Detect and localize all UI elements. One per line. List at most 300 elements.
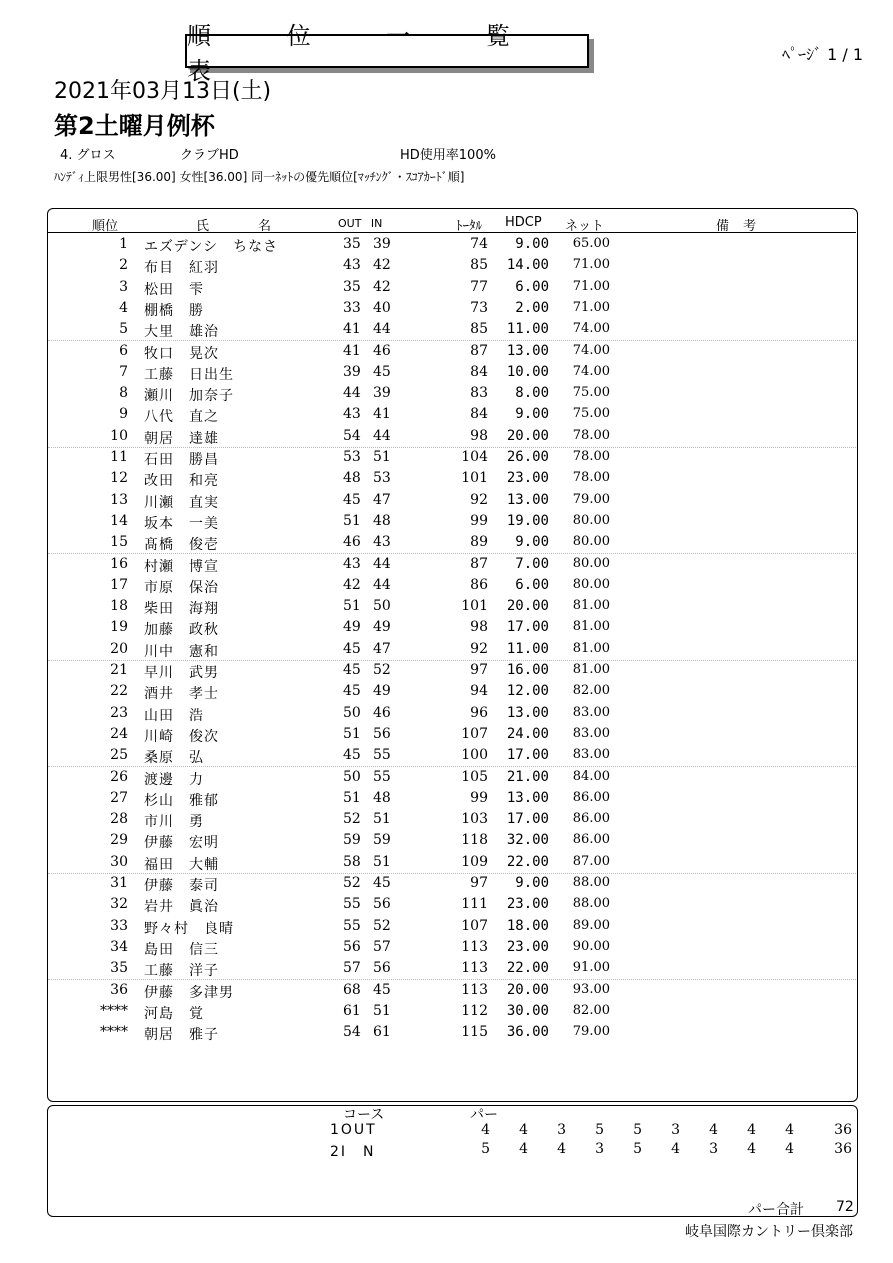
net-score-cell: 75.00 [572, 385, 610, 401]
half-par-total: 36 [834, 1122, 852, 1138]
result-row [48, 916, 856, 937]
hole-par: 4 [785, 1122, 794, 1138]
net-score-cell: 86.00 [572, 789, 610, 805]
out-score-cell: 35 [343, 278, 361, 295]
total-score-cell: 113 [461, 960, 488, 977]
hdcp-cell: 32.00 [506, 832, 549, 849]
name-cell: 村瀬 博宣 [144, 558, 219, 575]
in-score-cell: 52 [373, 662, 391, 678]
net-score-cell: 80.00 [572, 534, 610, 550]
net-score-cell: 83.00 [572, 747, 610, 763]
total-score-cell: 111 [461, 896, 488, 913]
hole-par: 5 [633, 1141, 642, 1157]
total-score-cell: 96 [470, 704, 488, 721]
page-number: ﾍﾟｰｼﾞ 1 / 1 [781, 45, 863, 64]
result-row [48, 681, 856, 702]
out-score-cell: 54 [343, 427, 361, 444]
total-score-cell: 89 [470, 534, 488, 551]
in-score-cell: 45 [373, 363, 391, 380]
hdcp-cell: 20.00 [506, 427, 549, 444]
in-score-cell: 44 [373, 321, 391, 338]
rank-cell: 1 [119, 236, 128, 252]
out-score-cell: 33 [343, 299, 361, 316]
hdcp-cell: 18.00 [506, 917, 549, 934]
total-score-cell: 101 [461, 598, 488, 615]
name-cell: 坂本 一美 [144, 515, 219, 532]
out-score-cell: 51 [343, 512, 361, 529]
col-name-1: 氏 [196, 219, 210, 234]
club-name: 岐阜国際カントリー倶楽部 [685, 1224, 853, 1240]
hdcp-cell: 13.00 [506, 789, 549, 806]
hole-par: 4 [671, 1141, 680, 1157]
net-score-cell: 91.00 [572, 960, 610, 976]
rank-cell: 19 [110, 619, 128, 636]
result-row [48, 660, 856, 681]
name-cell: 河島 覚 [144, 1005, 204, 1022]
out-score-cell: 51 [343, 598, 361, 615]
hole-par: 5 [595, 1122, 604, 1138]
out-score-cell: 43 [343, 406, 361, 423]
result-row [48, 234, 856, 255]
total-score-cell: 74 [470, 236, 488, 252]
total-score-cell: 99 [470, 789, 488, 806]
name-cell: 野々村 良晴 [144, 920, 234, 937]
hole-par: 5 [633, 1122, 642, 1138]
rank-cell: 23 [110, 704, 128, 721]
hdcp-cell: 11.00 [506, 640, 549, 657]
out-score-cell: 48 [343, 470, 361, 487]
hdcp-cell: 6.00 [515, 278, 549, 295]
hd-rate-label: HD使用率100% [400, 148, 496, 163]
rank-cell: 9 [119, 406, 128, 423]
handicap-conditions: ﾊﾝﾃﾞｨ上限男性[36.00] 女性[36.00] 同一ﾈｯﾄの優先順位[ﾏｯﾁﾝｸﾞ・ｽｺｱｶｰﾄﾞ順] [54, 170, 465, 184]
in-score-cell: 42 [373, 257, 391, 274]
total-score-cell: 100 [461, 747, 488, 764]
result-row [48, 298, 856, 319]
out-score-cell: 52 [343, 875, 361, 891]
out-score-cell: 39 [343, 363, 361, 380]
net-score-cell: 78.00 [572, 427, 610, 443]
in-score-cell: 56 [373, 725, 391, 742]
rank-cell: 21 [110, 662, 128, 678]
result-row [48, 788, 856, 809]
in-score-cell: 49 [373, 619, 391, 636]
hdcp-cell: 10.00 [506, 363, 549, 380]
in-score-cell: 43 [373, 534, 391, 551]
rank-cell: 15 [110, 534, 128, 551]
total-score-cell: 87 [470, 555, 488, 572]
out-score-cell: 50 [343, 768, 361, 785]
in-score-cell: 41 [373, 406, 391, 423]
rank-cell: 30 [110, 853, 128, 870]
rank-cell: 27 [110, 789, 128, 806]
hdcp-cell: 20.00 [506, 981, 549, 998]
hdcp-cell: 13.00 [506, 704, 549, 721]
hole-par: 3 [709, 1141, 718, 1157]
name-cell: 早川 武男 [144, 665, 219, 681]
out-score-cell: 43 [343, 555, 361, 572]
out-score-cell: 59 [343, 832, 361, 849]
result-row [48, 1022, 856, 1043]
result-row [48, 490, 856, 511]
name-cell: 市原 保治 [144, 579, 219, 596]
rank-cell: 3 [119, 278, 128, 295]
name-cell: 福田 大輔 [144, 856, 219, 873]
in-score-cell: 61 [373, 1024, 391, 1041]
hdcp-cell: 16.00 [506, 662, 549, 678]
in-score-cell: 53 [373, 470, 391, 487]
net-score-cell: 79.00 [572, 491, 610, 507]
in-score-cell: 51 [373, 449, 391, 465]
hole-par: 4 [519, 1122, 528, 1138]
result-row [48, 554, 856, 575]
net-score-cell: 71.00 [572, 299, 610, 315]
result-row [48, 724, 856, 745]
net-score-cell: 84.00 [572, 768, 610, 784]
out-score-cell: 41 [343, 342, 361, 359]
rank-cell: 34 [110, 938, 128, 955]
hdcp-cell: 19.00 [506, 512, 549, 529]
total-score-cell: 107 [461, 917, 488, 934]
hole-par: 4 [481, 1122, 490, 1138]
total-score-cell: 92 [470, 640, 488, 657]
out-score-cell: 55 [343, 917, 361, 934]
rank-cell: 12 [110, 470, 128, 487]
col-out-in: OUT IN [338, 217, 383, 230]
out-score-cell: 43 [343, 257, 361, 274]
out-score-cell: 53 [343, 449, 361, 465]
hdcp-cell: 13.00 [506, 342, 549, 359]
total-score-cell: 99 [470, 512, 488, 529]
total-score-cell: 83 [470, 385, 488, 402]
out-score-cell: 44 [343, 385, 361, 402]
rank-cell: 24 [110, 725, 128, 742]
name-cell: 川中 憲和 [144, 643, 219, 660]
in-score-cell: 44 [373, 576, 391, 593]
in-score-cell: 48 [373, 789, 391, 806]
hdcp-cell: 21.00 [506, 768, 549, 785]
in-score-cell: 44 [373, 555, 391, 572]
rank-cell: 36 [110, 981, 128, 998]
result-row [48, 894, 856, 915]
net-score-cell: 93.00 [572, 981, 610, 997]
in-score-cell: 49 [373, 683, 391, 700]
total-score-cell: 85 [470, 321, 488, 338]
result-row [48, 468, 856, 489]
out-score-cell: 50 [343, 704, 361, 721]
in-score-cell: 59 [373, 832, 391, 849]
name-cell: 工藤 洋子 [144, 963, 219, 980]
out-score-cell: 54 [343, 1024, 361, 1041]
total-score-cell: 92 [470, 491, 488, 508]
net-score-cell: 82.00 [572, 683, 610, 699]
hdcp-cell: 12.00 [506, 683, 549, 700]
net-score-cell: 88.00 [572, 896, 610, 912]
in-score-cell: 45 [373, 875, 391, 891]
rank-cell: 20 [110, 640, 128, 657]
report-title: 順 位 一 覧 表 [187, 22, 544, 85]
net-score-cell: 74.00 [572, 321, 610, 337]
name-cell: 改田 和亮 [144, 473, 219, 490]
in-score-cell: 57 [373, 938, 391, 955]
in-score-cell: 46 [373, 342, 391, 359]
net-score-cell: 80.00 [572, 555, 610, 571]
result-row [48, 852, 856, 873]
name-cell: 大里 雄治 [144, 324, 219, 341]
hdcp-cell: 22.00 [506, 960, 549, 977]
name-cell: 加藤 政秋 [144, 622, 219, 639]
name-cell: 瀬川 加奈子 [144, 388, 234, 405]
total-score-cell: 109 [461, 853, 488, 870]
out-score-cell: 57 [343, 960, 361, 977]
in-score-cell: 47 [373, 491, 391, 508]
hdcp-cell: 30.00 [506, 1002, 549, 1019]
result-row [48, 703, 856, 724]
out-score-cell: 46 [343, 534, 361, 551]
rank-cell: 29 [110, 832, 128, 849]
hdcp-cell: 13.00 [506, 491, 549, 508]
net-score-cell: 80.00 [572, 576, 610, 592]
net-score-cell: 74.00 [572, 363, 610, 379]
hole-par: 4 [557, 1141, 566, 1157]
net-score-cell: 89.00 [572, 917, 610, 933]
col-hdcp: HDCP [505, 215, 542, 230]
hole-par: 3 [557, 1122, 566, 1138]
hdcp-cell: 8.00 [515, 385, 549, 402]
out-score-cell: 55 [343, 896, 361, 913]
total-score-cell: 101 [461, 470, 488, 487]
in-score-cell: 39 [373, 385, 391, 402]
result-row [48, 447, 856, 468]
in-score-cell: 40 [373, 299, 391, 316]
result-row [48, 596, 856, 617]
club-hd-label: クラブHD [180, 148, 239, 163]
hdcp-cell: 26.00 [506, 449, 549, 465]
rank-cell: 6 [119, 342, 128, 359]
rank-cell: 28 [110, 811, 128, 828]
net-score-cell: 81.00 [572, 619, 610, 635]
total-score-cell: 85 [470, 257, 488, 274]
hole-par: 5 [481, 1141, 490, 1157]
net-score-cell: 71.00 [572, 257, 610, 273]
total-score-cell: 73 [470, 299, 488, 316]
total-score-cell: 84 [470, 406, 488, 423]
result-row [48, 383, 856, 404]
col-total: ﾄｰﾀﾙ [456, 219, 482, 234]
result-row [48, 532, 856, 553]
net-score-cell: 79.00 [572, 1024, 610, 1040]
in-score-cell: 56 [373, 960, 391, 977]
hdcp-cell: 9.00 [515, 236, 549, 252]
result-row [48, 617, 856, 638]
col-name-2: 名 [258, 219, 272, 234]
net-score-cell: 86.00 [572, 811, 610, 827]
net-score-cell: 78.00 [572, 470, 610, 486]
out-score-cell: 51 [343, 789, 361, 806]
hole-par: 4 [785, 1141, 794, 1157]
net-score-cell: 75.00 [572, 406, 610, 422]
out-score-cell: 45 [343, 640, 361, 657]
result-row [48, 575, 856, 596]
total-score-cell: 98 [470, 427, 488, 444]
name-cell: 棚橋 勝 [144, 302, 204, 319]
hdcp-cell: 9.00 [515, 875, 549, 891]
hole-par: 3 [595, 1141, 604, 1157]
result-row [48, 830, 856, 851]
hdcp-cell: 23.00 [506, 896, 549, 913]
hdcp-cell: 23.00 [506, 470, 549, 487]
in-score-cell: 51 [373, 1002, 391, 1019]
name-cell: 酒井 孝士 [144, 686, 219, 703]
col-remarks: 備 考 [716, 219, 757, 234]
rank-cell: 32 [110, 896, 128, 913]
par-total-value: 72 [836, 1199, 854, 1215]
hole-par: 4 [747, 1122, 756, 1138]
in-score-cell: 45 [373, 981, 391, 998]
rank-cell: 11 [110, 449, 128, 465]
total-score-cell: 97 [470, 875, 488, 891]
hole-par: 3 [671, 1122, 680, 1138]
name-cell: 杉山 雅郁 [144, 792, 219, 809]
net-score-cell: 71.00 [572, 278, 610, 294]
rank-cell: 8 [119, 385, 128, 402]
result-row [48, 745, 856, 766]
out-course-label: 1OUT [330, 1122, 377, 1138]
net-score-cell: 81.00 [572, 640, 610, 656]
total-score-cell: 77 [470, 278, 488, 295]
result-row [48, 404, 856, 425]
name-cell: 渡邊 力 [144, 771, 204, 788]
name-cell: 伊藤 多津男 [144, 984, 234, 1001]
name-cell: 布目 紅羽 [144, 260, 219, 277]
name-cell: 伊藤 泰司 [144, 878, 219, 894]
net-score-cell: 86.00 [572, 832, 610, 848]
event-date: 2021年03月13日(土) [54, 79, 272, 104]
name-cell: 朝居 達雄 [144, 430, 219, 447]
hdcp-cell: 17.00 [506, 619, 549, 636]
name-cell: 川瀬 直実 [144, 494, 219, 511]
total-score-cell: 97 [470, 662, 488, 678]
total-score-cell: 84 [470, 363, 488, 380]
rank-cell: 4 [119, 299, 128, 316]
hdcp-cell: 24.00 [506, 725, 549, 742]
net-score-cell: 88.00 [572, 875, 610, 890]
rank-cell: 5 [119, 321, 128, 338]
total-score-cell: 104 [461, 449, 488, 465]
hdcp-cell: 14.00 [506, 257, 549, 274]
out-score-cell: 45 [343, 747, 361, 764]
result-row [48, 426, 856, 447]
result-row [48, 319, 856, 340]
result-row [48, 255, 856, 276]
result-row [48, 767, 856, 788]
result-row [48, 362, 856, 383]
hole-par: 4 [709, 1122, 718, 1138]
in-score-cell: 56 [373, 896, 391, 913]
result-row [48, 809, 856, 830]
total-score-cell: 98 [470, 619, 488, 636]
out-score-cell: 51 [343, 725, 361, 742]
rank-cell: 31 [110, 875, 128, 891]
rank-cell: 16 [110, 555, 128, 572]
total-score-cell: 86 [470, 576, 488, 593]
hdcp-cell: 9.00 [515, 406, 549, 423]
par-label: パー [470, 1107, 498, 1123]
name-cell: 島田 信三 [144, 941, 219, 958]
report-title-box [185, 22, 589, 85]
in-score-cell: 50 [373, 598, 391, 615]
category-label: 4. グロス [60, 148, 116, 163]
name-cell: 市川 勇 [144, 814, 204, 831]
in-score-cell: 48 [373, 512, 391, 529]
name-cell: 工藤 日出生 [144, 366, 234, 383]
name-cell: 岩井 眞治 [144, 899, 219, 916]
out-score-cell: 35 [343, 236, 361, 252]
half-par-total: 36 [834, 1141, 852, 1157]
total-score-cell: 113 [461, 938, 488, 955]
out-score-cell: 52 [343, 811, 361, 828]
name-cell: 八代 直之 [144, 409, 219, 426]
rank-cell: 35 [110, 960, 128, 977]
in-score-cell: 42 [373, 278, 391, 295]
event-name: 第2土曜月例杯 [54, 112, 215, 140]
name-cell: 髙橋 俊壱 [144, 537, 219, 554]
rank-cell: 33 [110, 917, 128, 934]
out-score-cell: 61 [343, 1002, 361, 1019]
total-score-cell: 105 [461, 768, 488, 785]
net-score-cell: 90.00 [572, 938, 610, 954]
rank-cell: 17 [110, 576, 128, 593]
out-score-cell: 45 [343, 491, 361, 508]
total-score-cell: 87 [470, 342, 488, 359]
in-score-cell: 44 [373, 427, 391, 444]
in-score-cell: 47 [373, 640, 391, 657]
total-score-cell: 115 [461, 1024, 488, 1041]
name-cell: エズデンシ ちなさ [144, 239, 279, 255]
out-score-cell: 45 [343, 683, 361, 700]
rank-cell: 2 [119, 257, 128, 274]
hole-par: 4 [519, 1141, 528, 1157]
hole-par: 4 [747, 1141, 756, 1157]
hdcp-cell: 22.00 [506, 853, 549, 870]
name-cell: 伊藤 宏明 [144, 835, 219, 852]
out-score-cell: 58 [343, 853, 361, 870]
col-net: ネット [565, 219, 605, 234]
net-score-cell: 81.00 [572, 662, 610, 677]
course-label: コース [343, 1107, 385, 1123]
result-row [48, 511, 856, 532]
name-cell: 石田 勝昌 [144, 452, 219, 468]
total-score-cell: 107 [461, 725, 488, 742]
rank-cell: 14 [110, 512, 128, 529]
net-score-cell: 80.00 [572, 512, 610, 528]
result-row [48, 277, 856, 298]
result-row [48, 980, 856, 1001]
hdcp-cell: 23.00 [506, 938, 549, 955]
net-score-cell: 65.00 [572, 236, 610, 251]
in-score-cell: 46 [373, 704, 391, 721]
net-score-cell: 74.00 [572, 342, 610, 358]
out-score-cell: 41 [343, 321, 361, 338]
in-score-cell: 55 [373, 768, 391, 785]
name-cell: 牧口 晃次 [144, 345, 219, 362]
result-row [48, 639, 856, 660]
name-cell: 山田 浩 [144, 707, 204, 724]
rank-cell: 10 [110, 427, 128, 444]
hdcp-cell: 11.00 [506, 321, 549, 338]
in-score-cell: 39 [373, 236, 391, 252]
out-score-cell: 45 [343, 662, 361, 678]
